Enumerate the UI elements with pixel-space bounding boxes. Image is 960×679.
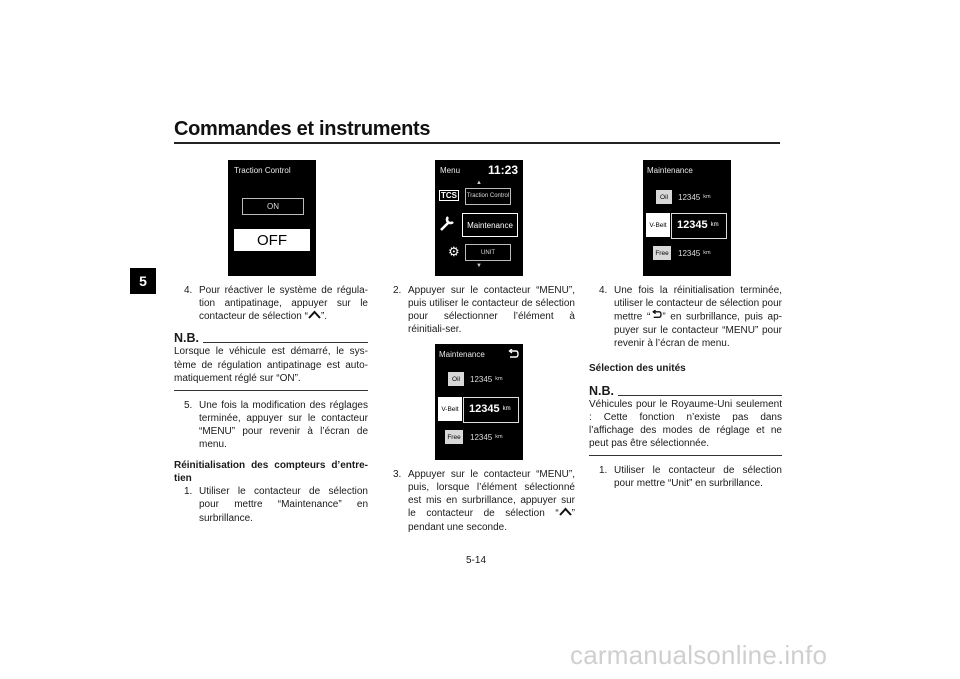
option-on: ON bbox=[242, 198, 304, 215]
note-end-rule bbox=[589, 455, 782, 456]
column-1 bbox=[174, 284, 368, 525]
step-number: 1. bbox=[184, 486, 193, 498]
step-number: 4. bbox=[599, 285, 608, 296]
step-text-end: ” pendant une seconde. bbox=[408, 508, 575, 533]
unit: km bbox=[495, 376, 503, 382]
row-value-vbelt bbox=[677, 213, 719, 237]
value: 12345 bbox=[470, 374, 493, 384]
step-number: 2. bbox=[393, 285, 402, 296]
step-text: Appuyer sur le contacteur “MENU”, puis, lorsque l’élément sélectionné est mis en surbrillance, appuyer sur le contacteur de sélection “ bbox=[408, 469, 575, 520]
header-rule bbox=[174, 142, 780, 144]
step-4 bbox=[589, 284, 782, 350]
step-number: 1. bbox=[599, 464, 608, 476]
menu-item-unit: UNIT bbox=[465, 244, 511, 261]
clock-time: 11:23 bbox=[488, 163, 519, 177]
unit: km bbox=[703, 250, 711, 256]
note-block bbox=[174, 332, 368, 390]
gear-icon: ⚙ bbox=[448, 244, 460, 259]
step-number: 4. bbox=[184, 285, 193, 296]
watermark-site: carmanualsonline.info bbox=[570, 640, 828, 670]
row-value-oil bbox=[470, 372, 503, 386]
unit: km bbox=[495, 434, 503, 440]
value: 12345 bbox=[470, 432, 493, 442]
traction-control-screen bbox=[228, 160, 316, 276]
value: 12345 bbox=[678, 192, 701, 202]
step-text: Utiliser le contacteur de sélection pour mettre “Maintenance” en surbrillance. bbox=[199, 486, 368, 524]
step-1 bbox=[174, 485, 368, 524]
note-label: N.B. bbox=[589, 383, 614, 398]
column-2 bbox=[383, 284, 575, 336]
menu-screen bbox=[435, 160, 523, 276]
step-number: 5. bbox=[184, 399, 193, 411]
row-label-vbelt: V-Belt bbox=[438, 397, 462, 421]
section-heading: Réinitialisation des compteurs d’entre-tien bbox=[174, 460, 368, 485]
option-off: OFF bbox=[234, 229, 310, 251]
step-number: 3. bbox=[393, 469, 402, 480]
screen-title: Maintenance bbox=[439, 350, 485, 359]
unit: km bbox=[502, 406, 511, 412]
note-block bbox=[589, 385, 782, 456]
back-icon bbox=[650, 310, 662, 324]
note-rule bbox=[203, 342, 368, 343]
row-value-free bbox=[470, 430, 503, 444]
wrench-icon bbox=[438, 214, 456, 237]
screen-title: Traction Control bbox=[234, 166, 291, 175]
unit: km bbox=[703, 194, 711, 200]
row-value-free bbox=[678, 246, 711, 260]
maintenance-screen-top bbox=[643, 160, 731, 276]
screen-title: Maintenance bbox=[647, 166, 693, 175]
note-rule bbox=[618, 395, 782, 396]
note-text: Véhicules pour le Royaume-Uni seulement : Cette fonction n’existe pas dans l’affichage des modes de réglage et ne peut pas être sélectionnée. bbox=[589, 398, 782, 449]
back-icon bbox=[506, 347, 519, 365]
row-label-free: Free bbox=[653, 246, 671, 260]
section-heading: Sélection des unités bbox=[589, 363, 686, 375]
step-3 bbox=[383, 468, 575, 534]
step-text: Une fois la réinitialisation terminée, utiliser le contacteur de sélection pour mettre “ bbox=[614, 285, 782, 323]
chevron-up-icon bbox=[559, 507, 572, 520]
row-label-vbelt: V-Belt bbox=[646, 213, 670, 237]
screen-title: Menu bbox=[440, 166, 461, 175]
step-5 bbox=[174, 399, 368, 451]
menu-item-traction-control: Traction Control bbox=[465, 188, 511, 205]
value: 12345 bbox=[677, 219, 708, 231]
step-text: Une fois la modification des réglages terminée, appuyer sur le contacteur “MENU” pour revenir à l’écran de menu. bbox=[199, 399, 368, 451]
value: 12345 bbox=[678, 248, 701, 258]
arrow-down-icon: ▼ bbox=[476, 263, 482, 269]
step-4 bbox=[174, 284, 368, 323]
note-text: Lorsque le véhicule est démarré, le sys-tème de régulation antipatinage est auto-matiquement réglé sur “ON”. bbox=[174, 346, 368, 384]
step-2 bbox=[383, 284, 575, 336]
step-text: Utiliser le contacteur de sélection pour mettre “Unit” en surbrillance. bbox=[614, 464, 782, 490]
step-text: Pour réactiver le système de régula-tion antipatinage, appuyer sur le contacteur de sélection “ bbox=[199, 285, 368, 323]
chapter-tab: 5 bbox=[130, 268, 156, 294]
step-text: Appuyer sur le contacteur “MENU”, puis utiliser le contacteur de sélection pour sélectionner l’élément à réinitiali-ser. bbox=[408, 285, 575, 336]
row-value-oil bbox=[678, 190, 711, 204]
step-text-end: ”. bbox=[320, 311, 328, 323]
step-1 bbox=[589, 464, 782, 490]
row-label-oil: Oil bbox=[448, 372, 464, 386]
column-2-lower bbox=[383, 468, 575, 534]
step-text-end: ” en surbrillance, puis ap-puyer sur le contacteur “MENU” pour revenir à l’écran de menu. bbox=[614, 311, 783, 350]
arrow-up-icon: ▲ bbox=[476, 180, 482, 186]
page-number: 5-14 bbox=[466, 555, 487, 566]
page-title: Commandes et instruments bbox=[174, 118, 431, 140]
row-label-free: Free bbox=[445, 430, 463, 444]
value: 12345 bbox=[469, 403, 500, 415]
note-end-rule bbox=[174, 390, 368, 391]
unit: km bbox=[710, 222, 719, 228]
chevron-up-icon bbox=[308, 310, 321, 323]
row-value-vbelt bbox=[469, 397, 511, 421]
tcs-icon: TCS bbox=[441, 191, 457, 200]
row-label-oil: Oil bbox=[656, 190, 672, 204]
menu-item-maintenance: Maintenance bbox=[462, 213, 518, 237]
note-label: N.B. bbox=[174, 331, 199, 346]
maintenance-screen-middle bbox=[435, 344, 523, 460]
column-3 bbox=[589, 284, 782, 490]
